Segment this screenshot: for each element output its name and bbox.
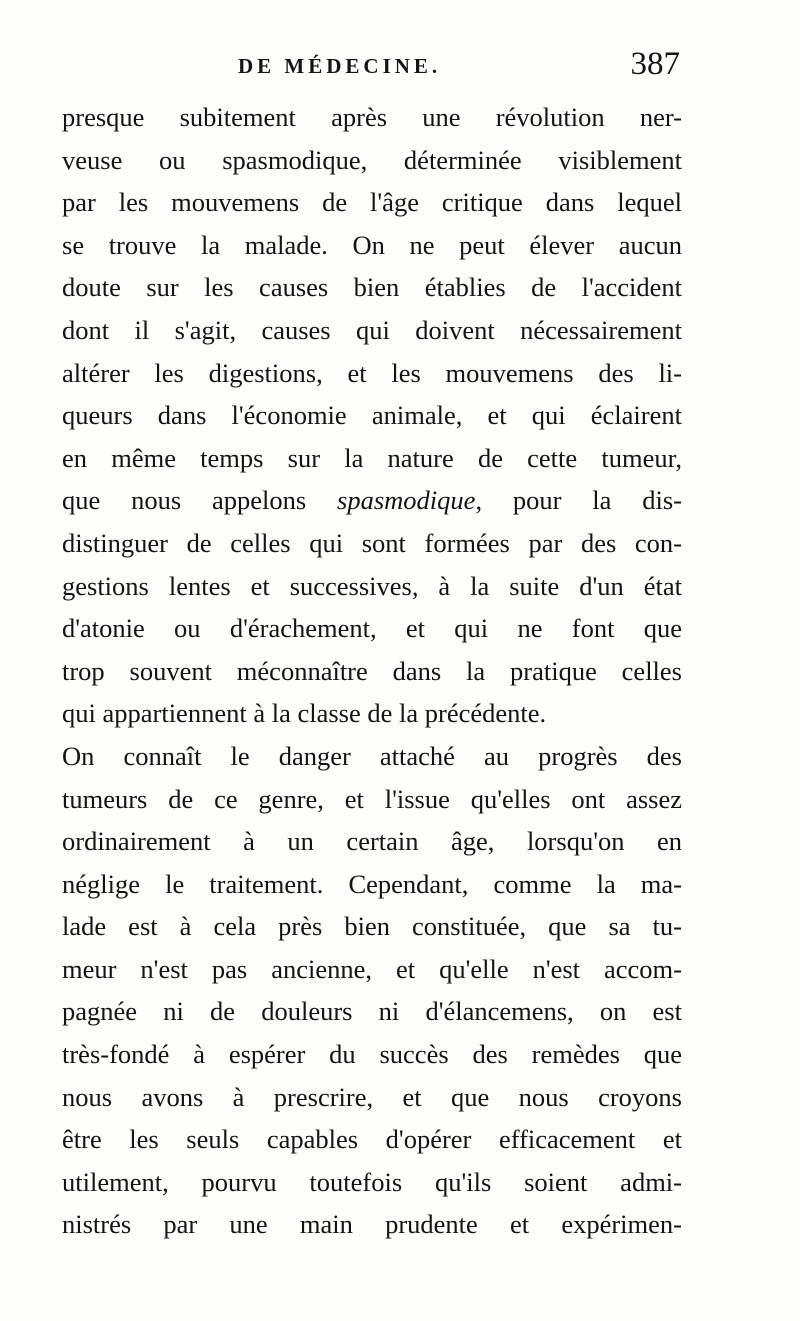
text-line: doute sur les causes bien établies de l'accident [62, 272, 682, 303]
text-line: lade est à cela près bien constituée, que sa tu- [62, 911, 682, 942]
text-line: pagnée ni de douleurs ni d'élancemens, on est [62, 996, 682, 1027]
text-line: altérer les digestions, et les mouvemens des li- [62, 357, 682, 388]
text-line: gestions lentes et successives, à la suite d'un état [62, 570, 682, 601]
text-line: queurs dans l'économie animale, et qui éclairent [62, 400, 682, 431]
text-line: tumeurs de ce genre, et l'issue qu'elles ont assez [62, 783, 682, 814]
text-line: utilement, pourvu toutefois qu'ils soient admi- [62, 1166, 682, 1197]
text-line: On connaît le danger attaché au progrès des [62, 740, 682, 771]
text-line: ordinairement à un certain âge, lorsqu'on en [62, 826, 682, 857]
text-line: trop souvent méconnaître dans la pratique celles [62, 655, 682, 686]
text-line: très-fondé à espérer du succès des remèdes que [62, 1039, 682, 1070]
text-line: nous avons à prescrire, et que nous croyons [62, 1081, 682, 1112]
text-line: être les seuls capables d'opérer efficacement et [62, 1124, 682, 1155]
text-line: dont il s'agit, causes qui doivent nécessairement [62, 314, 682, 345]
page-number: 387 [630, 46, 680, 82]
text-line: néglige le traitement. Cependant, comme la ma- [62, 868, 682, 899]
text-line: distinguer de celles qui sont formées par des con- [62, 527, 682, 558]
text-line: en même temps sur la nature de cette tumeur, [62, 442, 682, 473]
text-line-with-italic [62, 479, 682, 522]
text-line: par les mouvemens de l'âge critique dans lequel [62, 187, 682, 218]
text-line: se trouve la malade. On ne peut élever aucun [62, 229, 682, 260]
text-line: veuse ou spasmodique, déterminée visiblement [62, 144, 682, 175]
text-line: nistrés par une main prudente et expérimen- [62, 1209, 682, 1240]
page-header [60, 46, 680, 90]
body-text [62, 96, 682, 1246]
text-line: meur n'est pas ancienne, et qu'elle n'est accom- [62, 953, 682, 984]
line-text-after: , pour la dis- [475, 485, 683, 516]
text-line: d'atonie ou d'érachement, et qui ne font que [62, 613, 682, 644]
line-text-before: que nous appelons [62, 485, 307, 516]
running-head: DE MÉDECINE. [238, 54, 442, 78]
text-line: presque subitement après une révolution ner- [62, 102, 682, 132]
italic-term: spasmodique [337, 485, 476, 516]
text-line: qui appartiennent à la classe de la précédente. [62, 698, 547, 729]
